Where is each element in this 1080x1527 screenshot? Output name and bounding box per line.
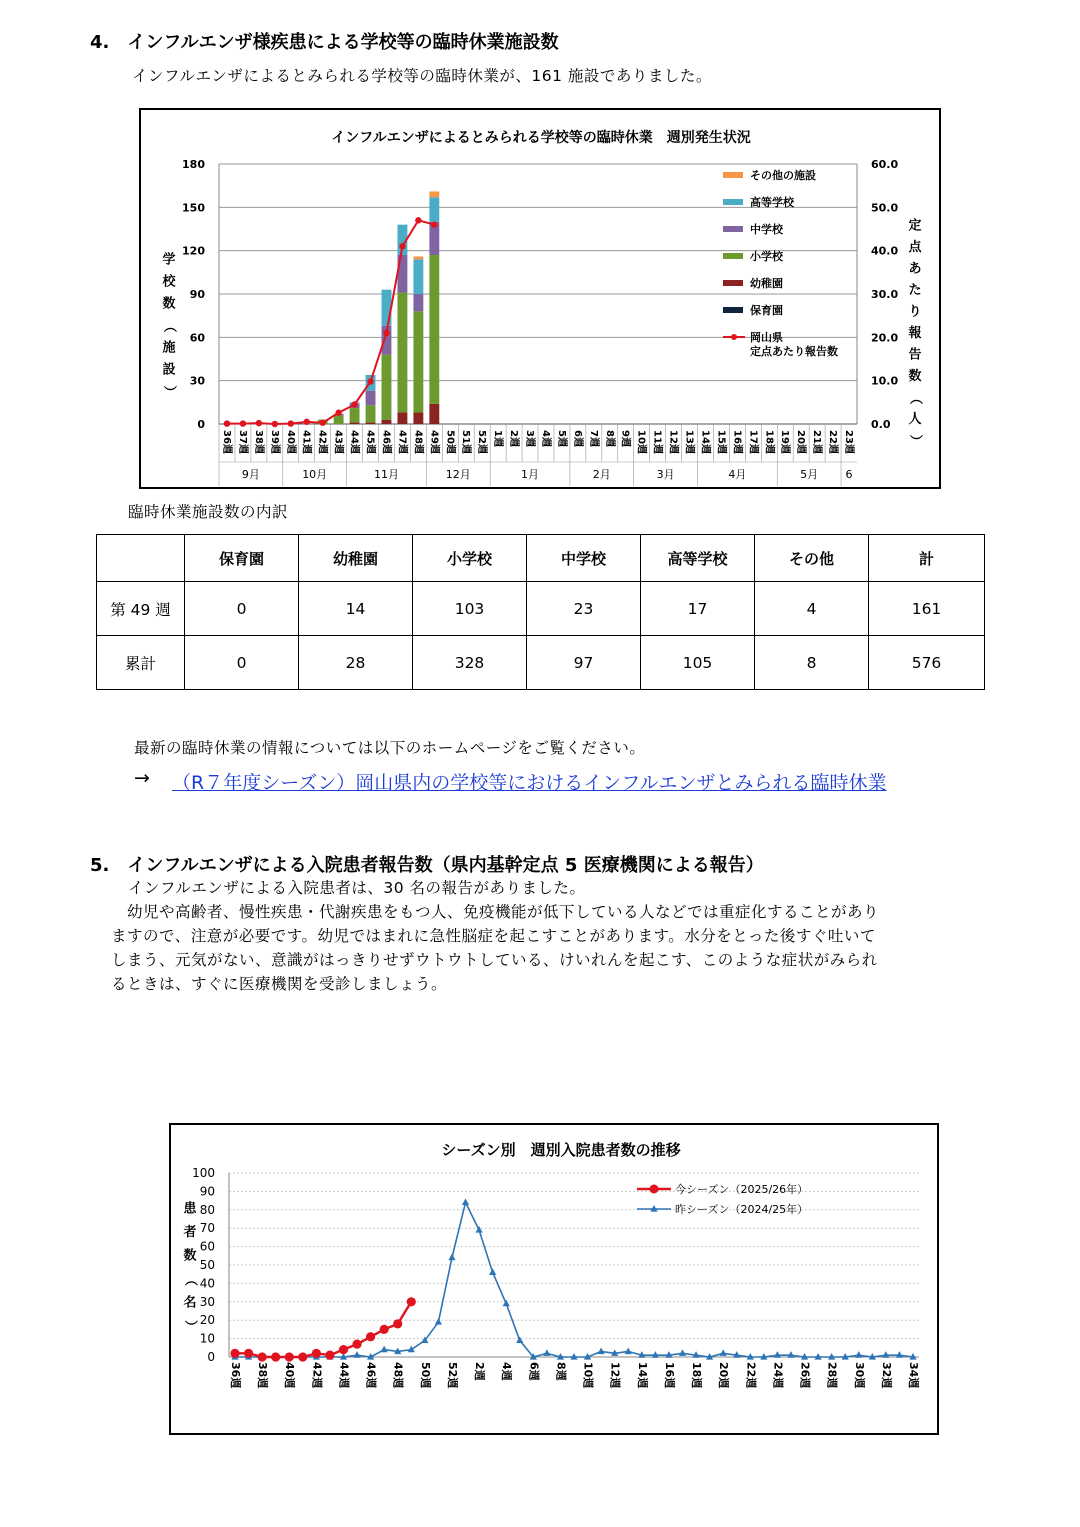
table-cell: 328 [413, 636, 527, 690]
chart1-xtick-label: 52週 [476, 430, 488, 454]
chart2-point-this-season [407, 1297, 416, 1306]
chart1-legend-label: 定点あたり報告数 [750, 345, 838, 358]
chart2-ytick-label: 60 [199, 1239, 215, 1254]
chart2-point-last-season [543, 1349, 550, 1356]
chart1-bar-segment [397, 293, 407, 413]
table-cell: 28 [299, 636, 413, 690]
chart1-ytick-label: 180 [182, 158, 205, 171]
chart2-point-last-season [381, 1346, 388, 1353]
chart1-bar-segment [429, 255, 439, 404]
chart1-ytick-label: 120 [182, 244, 205, 258]
chart1-bar-segment [429, 191, 439, 197]
chart1-xtick-label: 23週 [843, 430, 855, 454]
chart1-xtick-label: 20週 [795, 430, 807, 454]
table-header-cell: 中学校 [527, 535, 641, 582]
chart1-ylabel-right [908, 218, 924, 448]
section5-title: 5. インフルエンザによる入院患者報告数（県内基幹定点 5 医療機関による報告） [90, 855, 764, 876]
chart2-point-last-season [489, 1268, 496, 1275]
chart1-line-point [351, 401, 357, 407]
chart1-xtick-label: 11週 [651, 430, 663, 454]
chart1-bar-segment [429, 197, 439, 222]
chart1-xtick-label: 15週 [715, 430, 727, 454]
chart1-ytick-label: 150 [182, 201, 205, 215]
chart1-legend-swatch [723, 253, 743, 259]
chart2-point-last-season [503, 1300, 510, 1307]
chart1-bar-segment [350, 408, 360, 422]
chart1-month-label: 12月 [445, 468, 471, 481]
chart2-ylabel-char: （ [182, 1272, 198, 1287]
chart2-xtick-label: 28週 [825, 1362, 839, 1389]
chart2-point-this-season [339, 1345, 348, 1354]
table-cell: 23 [527, 582, 641, 636]
chart1-bar-segment [429, 404, 439, 424]
chart2-xtick-label: 30週 [852, 1362, 866, 1389]
chart2-point-last-season [720, 1349, 727, 1356]
chart1-month-label: 4月 [728, 468, 747, 481]
chart2-ytick-label: 50 [199, 1258, 215, 1272]
chart1-month-label: 3月 [656, 468, 675, 481]
chart2-point-last-season [516, 1336, 523, 1343]
chart1-bar-segment [334, 415, 344, 424]
chart1-xtick-label: 38週 [252, 430, 264, 454]
chart1-ylabel-left-char: 数 [162, 296, 176, 312]
chart1-ylabel-left-char: 設 [162, 362, 176, 378]
chart1-line-point [431, 221, 437, 227]
chart2-xtick-label: 26週 [798, 1362, 812, 1389]
chart1-xtick-label: 44週 [348, 430, 360, 454]
chart2-xtick-label: 4週 [500, 1362, 514, 1381]
chart1-ylabel-right-char: 定 [908, 218, 922, 234]
chart1-bar-segment [413, 259, 423, 294]
chart2-point-this-season [285, 1352, 294, 1361]
table-header-cell: その他 [755, 535, 869, 582]
chart2-xtick-label: 36週 [229, 1362, 242, 1389]
chart1-line-point [399, 243, 405, 249]
chart1-xtick-label: 51週 [460, 430, 472, 454]
chart1-xtick-label: 13週 [683, 430, 695, 454]
chart1-month-label: 5月 [800, 468, 819, 481]
chart1-y2tick-label: 0.0 [871, 418, 891, 431]
chart1-y2tick-label: 30.0 [871, 288, 899, 301]
chart1-legend-swatch [723, 199, 743, 205]
table-header-cell: 幼稚園 [299, 535, 413, 582]
chart1-bar-segment [382, 355, 392, 420]
chart1-xtick-label: 3週 [524, 430, 536, 447]
chart2-point-this-season [325, 1351, 334, 1360]
chart1-frame [139, 108, 941, 489]
table-header-row [97, 535, 985, 582]
chart1-xtick-label: 37週 [236, 430, 248, 454]
table-cell: 4 [755, 582, 869, 636]
chart1-legend-swatch [723, 307, 743, 313]
chart1-xtick-label: 8週 [603, 430, 615, 447]
chart2-xtick-label: 18週 [690, 1362, 704, 1389]
chart1-month-label: 2月 [592, 468, 611, 481]
chart1-bar-segment [350, 423, 360, 424]
table-row [97, 636, 985, 690]
chart1-ylabel-left-char: ） [161, 385, 177, 399]
chart2-xtick-label: 24週 [771, 1362, 785, 1389]
chart2-xtick-label: 50週 [418, 1362, 432, 1389]
chart2-point-last-season [598, 1347, 605, 1354]
chart2-xtick-label: 34週 [907, 1362, 920, 1389]
chart1-xtick-label: 2週 [508, 430, 520, 447]
chart1-ylabel-left [161, 252, 177, 399]
chart1-xtick-label: 10週 [635, 430, 647, 454]
chart2-xtick-label: 12週 [608, 1362, 622, 1389]
chart2-ytick-label: 40 [199, 1276, 215, 1291]
chart1-line-point [224, 420, 230, 426]
chart1-y2tick-label: 20.0 [871, 331, 899, 345]
chart1-line-point [383, 330, 389, 336]
chart2-point-last-season [679, 1349, 686, 1356]
chart2-point-last-season [462, 1198, 469, 1205]
chart1-xtick-label: 47週 [396, 430, 408, 454]
chart1-svg [141, 110, 939, 487]
chart1-xtick-label: 12週 [667, 430, 679, 454]
chart1-y2tick-label: 50.0 [871, 201, 899, 215]
closure-info-link[interactable]: （R７年度シーズン）岡山県内の学校等におけるインフルエンザとみられる臨時休業 [172, 772, 887, 794]
chart1-legend-label: 中学校 [750, 223, 783, 236]
chart2-frame [169, 1123, 939, 1435]
chart2-xtick-label: 16週 [662, 1362, 676, 1389]
section5-para-line: しまう、元気がない、意識がはっきりせずウトウトしている、けいれんを起こす、このような症状がみられ [111, 951, 878, 969]
table-cell: 第 49 週 [97, 582, 185, 636]
chart1-xtick-label: 9週 [619, 430, 631, 447]
table-cell: 576 [869, 636, 985, 690]
chart1-xtick-label: 4週 [539, 430, 551, 447]
chart1-xtick-label: 43週 [332, 430, 344, 454]
breakdown-table [96, 534, 985, 690]
chart1-y2tick-label: 40.0 [871, 244, 899, 258]
chart1-ytick-label: 0 [197, 418, 205, 431]
chart1-xtick-label: 48週 [412, 430, 424, 454]
chart1-bar-segment [413, 311, 423, 412]
chart1-ylabel-right-char: 人 [908, 412, 922, 427]
chart1-title: インフルエンザによるとみられる学校等の臨時休業 週別発生状況 [331, 130, 751, 146]
table-header-cell: 高等学校 [641, 535, 755, 582]
chart1-bar-segment [397, 412, 407, 424]
chart2-ytick-label: 100 [192, 1166, 215, 1180]
table-cell: 8 [755, 636, 869, 690]
chart1-bar-segment [413, 256, 423, 259]
chart1-xtick-label: 14週 [699, 430, 711, 454]
table-cell: 103 [413, 582, 527, 636]
chart1-bar-segment [413, 294, 423, 311]
chart1-line-point [367, 378, 373, 384]
chart2-point-last-season [475, 1226, 482, 1233]
chart2-xtick-label: 32週 [879, 1362, 893, 1389]
chart2-point-last-season [625, 1347, 632, 1354]
chart1-line-point [288, 420, 294, 426]
chart2-point-this-season [393, 1319, 402, 1328]
section5-para-line: ますので、注意が必要です。幼児ではまれに急性脳症を起こすことがあります。水分をとった後すぐ吐いて [111, 927, 876, 945]
chart1-month-label: 11月 [373, 468, 399, 481]
chart2-ytick-label: 10 [199, 1331, 215, 1346]
chart2-ytick-label: 30 [199, 1294, 215, 1309]
chart1-ylabel-right-char: 数 [908, 369, 922, 384]
chart1-bar-segment [413, 412, 423, 424]
chart2-point-last-season [435, 1318, 442, 1325]
chart1-ytick-label: 60 [189, 331, 205, 345]
chart1-xtick-label: 46週 [380, 430, 392, 454]
chart2-ylabel-char: 数 [183, 1248, 197, 1264]
chart2-ytick-label: 0 [207, 1350, 215, 1364]
chart1-ylabel-right-char: （ [907, 391, 923, 405]
chart1-legend-label: その他の施設 [750, 169, 816, 182]
chart1-ylabel-right-char: り [908, 304, 922, 320]
chart2-point-this-season [352, 1340, 361, 1349]
chart1-ylabel-left-char: （ [161, 319, 177, 333]
chart1-month-label: 9月 [241, 468, 260, 481]
chart1-bar-segment [382, 290, 392, 326]
chart1-xtick-label: 19週 [779, 430, 791, 454]
chart2-xtick-label: 48週 [391, 1362, 405, 1389]
chart2-xtick-label: 42週 [310, 1362, 324, 1389]
chart1-legend-label: 幼稚園 [750, 277, 783, 290]
chart1-xtick-label: 16週 [731, 430, 743, 454]
chart2-point-this-season [312, 1349, 321, 1358]
chart1-xtick-label: 45週 [364, 430, 376, 454]
chart2-xtick-label: 52週 [445, 1362, 459, 1389]
chart1-xtick-label: 17週 [747, 430, 759, 454]
table-cell: 累計 [97, 636, 185, 690]
chart1-ylabel-right-char: 告 [908, 347, 922, 363]
chart2-ylabel-char: ） [182, 1319, 198, 1334]
chart2-point-this-season [298, 1352, 307, 1361]
chart2-ytick-label: 90 [199, 1184, 215, 1199]
table-cell: 105 [641, 636, 755, 690]
chart2-xtick-label: 20週 [717, 1362, 731, 1389]
chart2-line-last-season [235, 1202, 913, 1357]
table-cell: 17 [641, 582, 755, 636]
chart1-ylabel-left-char: 校 [162, 274, 176, 290]
chart1-y2tick-label: 60.0 [871, 158, 899, 171]
table-header-cell: 保育園 [185, 535, 299, 582]
table-cell: 161 [869, 582, 985, 636]
chart2-xtick-label: 40週 [283, 1362, 297, 1389]
chart1-legend-label: 高等学校 [750, 196, 794, 209]
table-cell: 97 [527, 636, 641, 690]
chart1-month-label: 6 [845, 468, 853, 481]
chart1-bar-segment [366, 405, 376, 422]
chart2-xtick-label: 8週 [554, 1362, 568, 1381]
chart1-month-label: 1月 [521, 468, 540, 481]
chart1-xtick-label: 18週 [763, 430, 775, 454]
chart1-bar-segment [366, 391, 376, 405]
chart2-xtick-label: 46週 [364, 1362, 378, 1389]
chart2-point-this-season [244, 1349, 253, 1358]
chart2-ylabel-char: 患 [183, 1201, 197, 1217]
chart1-ytick-label: 30 [189, 374, 205, 388]
arrow-icon: → [134, 767, 150, 789]
chart2-ytick-label: 70 [199, 1221, 215, 1236]
chart1-xtick-label: 41週 [300, 430, 312, 454]
chart2-legend-marker [650, 1185, 659, 1194]
chart1-ytick-label: 90 [189, 288, 205, 301]
chart1-ylabel-left-char: 学 [162, 252, 176, 268]
chart2-xtick-label: 44週 [337, 1362, 351, 1389]
chart1-xtick-label: 6週 [571, 430, 583, 447]
chart2-point-this-season [271, 1352, 280, 1361]
chart2-point-last-season [408, 1346, 415, 1353]
chart1-xtick-label: 22週 [827, 430, 839, 454]
chart1-legend-label: 小学校 [750, 250, 783, 263]
chart1-legend-swatch [723, 226, 743, 232]
chart1-xtick-label: 50週 [444, 430, 456, 454]
chart2-ylabel-char: 者 [183, 1225, 197, 1240]
chart2-xtick-label: 38週 [256, 1362, 270, 1389]
chart1-line-point [319, 420, 325, 426]
table-cell: 14 [299, 582, 413, 636]
section5-line1: インフルエンザによる入院患者は、30 名の報告がありました。 [128, 879, 586, 897]
chart1-xtick-label: 5週 [555, 430, 567, 447]
table-cell: 0 [185, 636, 299, 690]
chart2-legend-label: 今シーズン（2025/26年） [675, 1183, 809, 1196]
chart2-ylabel-char: 名 [183, 1295, 197, 1311]
chart2-point-last-season [353, 1351, 360, 1358]
chart1-xtick-label: 40週 [284, 430, 296, 454]
chart2-point-this-season [230, 1349, 239, 1358]
chart2-point-last-season [448, 1254, 455, 1261]
chart1-xtick-label: 7週 [587, 430, 599, 447]
chart1-line-point [240, 420, 246, 426]
chart2-ytick-label: 80 [199, 1202, 215, 1217]
chart2-svg [171, 1125, 937, 1433]
chart2-point-this-season [380, 1325, 389, 1334]
table-header-cell: 計 [869, 535, 985, 582]
section5-para-line: 幼児や高齢者、慢性疾患・代謝疾患をもつ人、免疫機能が低下している人などでは重症化することがあり [111, 903, 880, 921]
chart1-ylabel-right-char: あ [908, 261, 922, 277]
chart2-point-last-season [855, 1351, 862, 1358]
chart2-xtick-label: 14週 [635, 1362, 649, 1389]
chart1-line-point [415, 217, 421, 223]
section5-para-line: るときは、すぐに医療機関を受診しましょう。 [111, 975, 448, 993]
table-header-cell: 小学校 [413, 535, 527, 582]
chart1-ylabel-right-char: ） [907, 434, 923, 448]
chart1-ylabel-right-char: 報 [908, 326, 922, 341]
chart2-point-this-season [258, 1352, 267, 1361]
chart1-ylabel-left-char: 施 [162, 340, 176, 356]
section4-text: インフルエンザによるとみられる学校等の臨時休業が、161 施設でありました。 [132, 67, 712, 85]
chart2-ylabel [183, 1201, 199, 1334]
chart1-xtick-label: 39週 [268, 430, 280, 454]
chart2-ytick-label: 20 [199, 1313, 215, 1328]
chart1-bar-segment [382, 420, 392, 424]
chart2-xtick-label: 6週 [527, 1362, 541, 1381]
chart1-xtick-label: 49週 [428, 430, 440, 454]
chart1-legend-swatch [723, 280, 743, 286]
chart2-xtick-label: 10週 [581, 1362, 595, 1389]
chart2-title: シーズン別 週別入院患者数の推移 [441, 1141, 681, 1159]
chart1-xtick-label: 1週 [492, 430, 504, 447]
chart1-legend-swatch [723, 172, 743, 178]
chart1-line-point [335, 410, 341, 416]
chart1-legend-marker [731, 334, 737, 340]
chart1-bar-segment [366, 423, 376, 424]
chart1-line-point [272, 421, 278, 427]
chart1-y2tick-label: 10.0 [871, 374, 899, 388]
table-caption: 臨時休業施設数の内訳 [128, 503, 289, 521]
info-text: 最新の臨時休業の情報については以下のホームページをご覧ください。 [134, 739, 646, 757]
chart2-point-this-season [366, 1332, 375, 1341]
table-row [97, 582, 985, 636]
chart1-month-label: 10月 [302, 468, 328, 481]
chart2-xtick-label: 2週 [473, 1362, 487, 1381]
chart1-xtick-label: 21週 [811, 430, 823, 454]
chart1-ylabel-right-char: 点 [908, 240, 922, 255]
chart2-legend-label: 昨シーズン（2024/25年） [675, 1203, 809, 1216]
chart1-ylabel-right-char: た [908, 283, 922, 298]
table-cell: 0 [185, 582, 299, 636]
chart1-line-point [304, 419, 310, 425]
section4-title: 4. インフルエンザ様疾患による学校等の臨時休業施設数 [90, 32, 559, 53]
table-header-cell [97, 535, 185, 582]
chart1-line-point [256, 420, 262, 426]
chart2-xtick-label: 22週 [744, 1362, 758, 1389]
chart1-legend-label: 岡山県 [750, 331, 783, 344]
chart1-xtick-label: 36週 [220, 430, 232, 454]
chart1-xtick-label: 42週 [316, 430, 328, 454]
chart1-legend-label: 保育園 [750, 304, 783, 317]
